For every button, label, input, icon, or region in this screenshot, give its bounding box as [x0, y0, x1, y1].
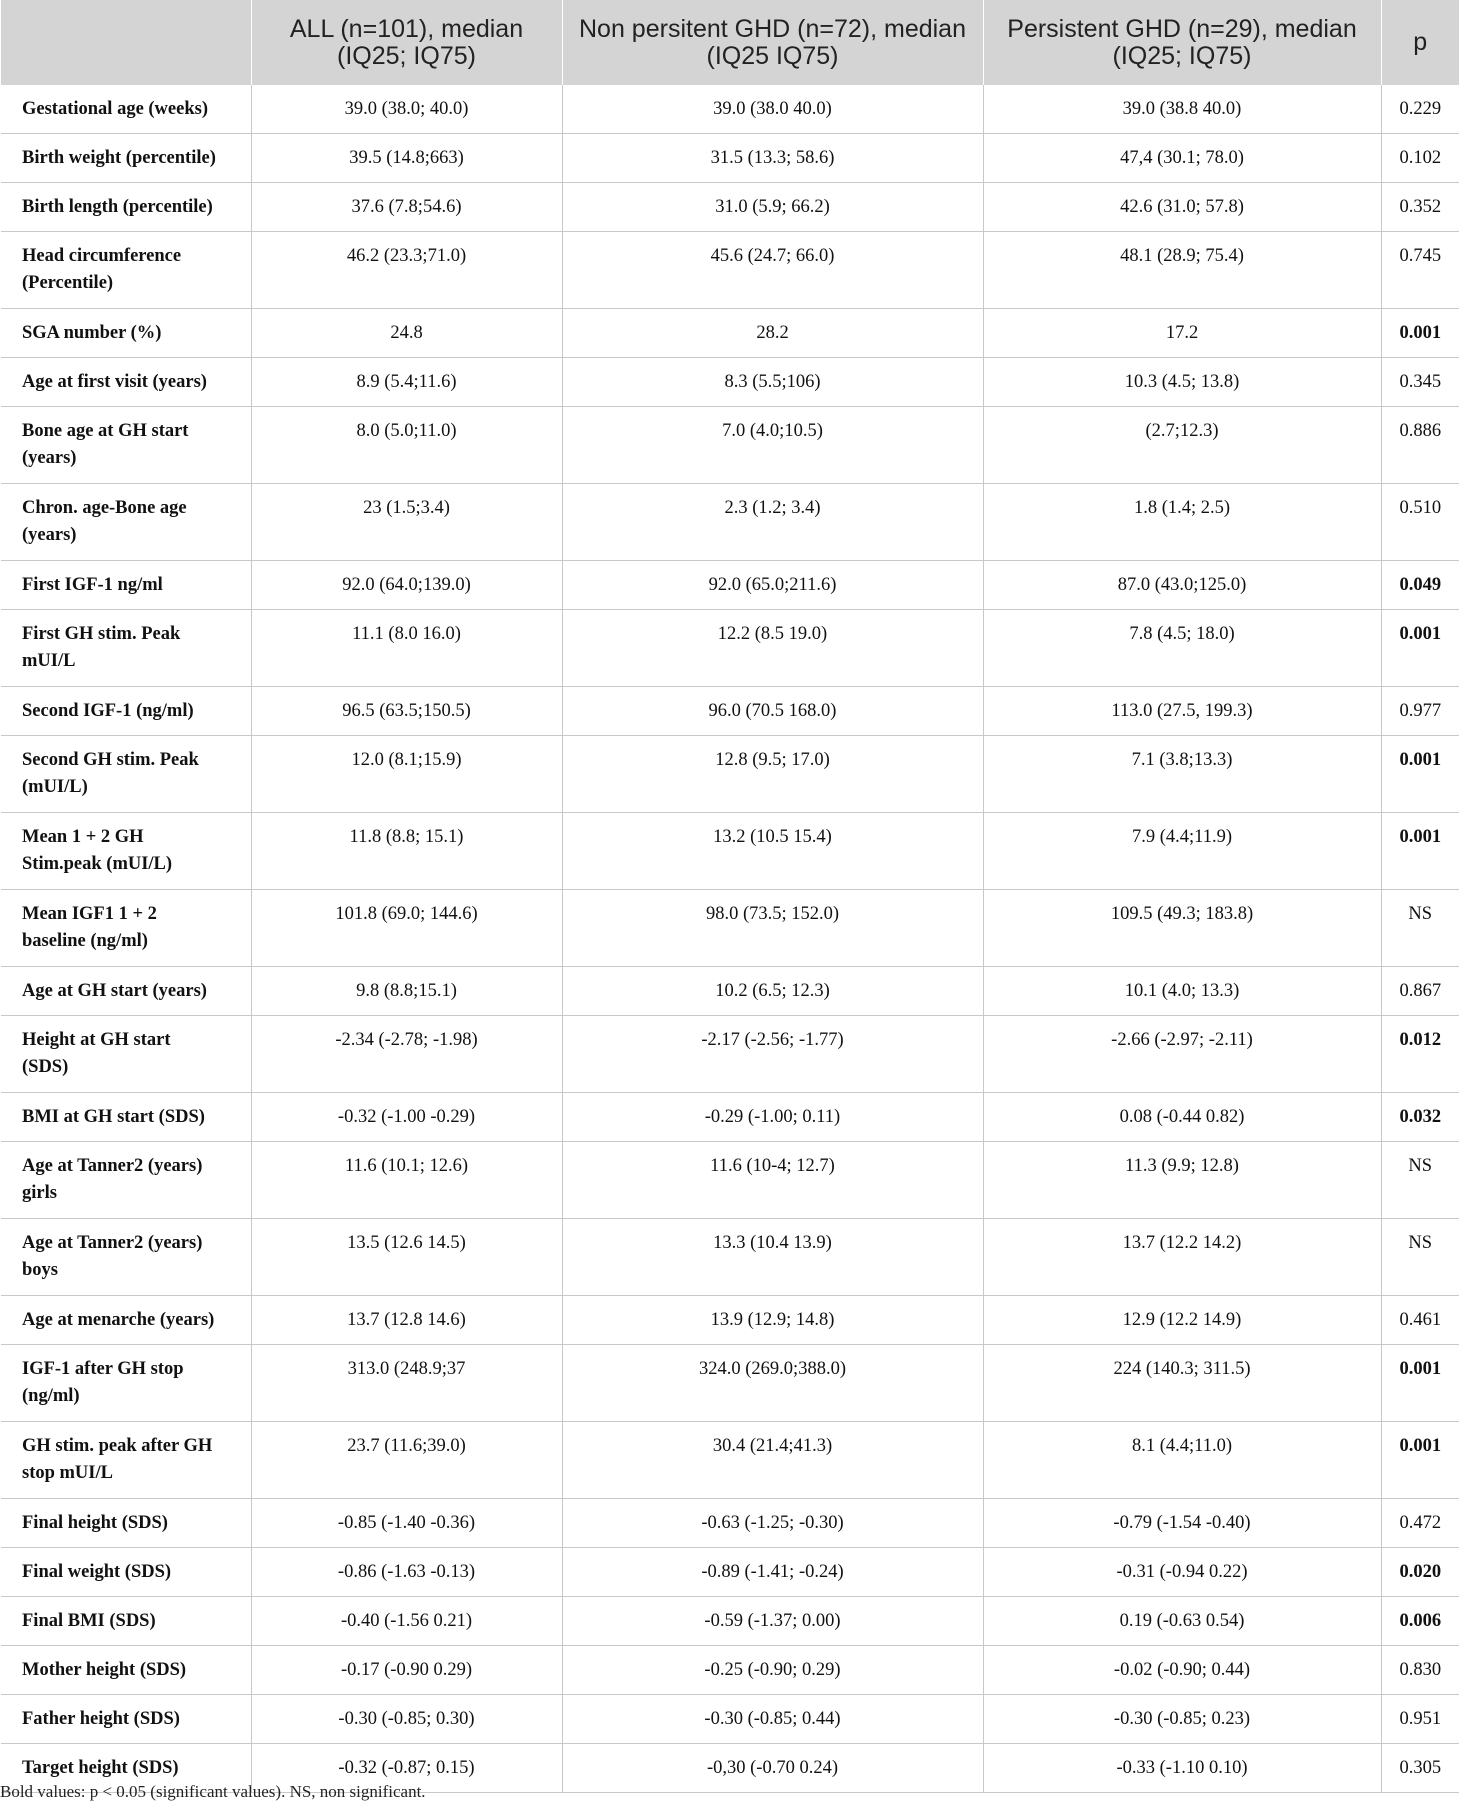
table-row	[1, 890, 1459, 967]
cell-non-persistent: 7.0 (4.0;10.5)	[562, 407, 983, 484]
cell-persistent: 7.9 (4.4;11.9)	[983, 813, 1381, 890]
table-row	[1, 1548, 1459, 1597]
table-row	[1, 1499, 1459, 1548]
table-row	[1, 561, 1459, 610]
cell-all: 11.1 (8.0 16.0)	[251, 610, 562, 687]
cell-non-persistent: 11.6 (10-4; 12.7)	[562, 1142, 983, 1219]
table-header-row	[1, 0, 1459, 85]
cell-p: NS	[1381, 1142, 1459, 1219]
cell-p: 0.001	[1381, 610, 1459, 687]
table-row	[1, 1142, 1459, 1219]
cell-persistent: -0.33 (-1.10 0.10)	[983, 1744, 1381, 1793]
cell-variable: First GH stim. Peak mUI/L	[1, 610, 251, 687]
table-row	[1, 813, 1459, 890]
cell-non-persistent: 8.3 (5.5;106)	[562, 358, 983, 407]
table-row	[1, 1646, 1459, 1695]
cell-p: 0.001	[1381, 736, 1459, 813]
cell-persistent: -0.31 (-0.94 0.22)	[983, 1548, 1381, 1597]
cell-persistent: -0.79 (-1.54 -0.40)	[983, 1499, 1381, 1548]
header-p: p	[1381, 0, 1459, 85]
cell-non-persistent: 31.5 (13.3; 58.6)	[562, 134, 983, 183]
cell-persistent: 17.2	[983, 309, 1381, 358]
cell-variable: Gestational age (weeks)	[1, 85, 251, 134]
cell-non-persistent: 2.3 (1.2; 3.4)	[562, 484, 983, 561]
table-row	[1, 183, 1459, 232]
cell-persistent: -0.02 (-0.90; 0.44)	[983, 1646, 1381, 1695]
cell-all: 37.6 (7.8;54.6)	[251, 183, 562, 232]
cell-all: -0.32 (-1.00 -0.29)	[251, 1093, 562, 1142]
table-row	[1, 1093, 1459, 1142]
cell-all: 11.6 (10.1; 12.6)	[251, 1142, 562, 1219]
cell-p: 0.001	[1381, 813, 1459, 890]
cell-p: 0.830	[1381, 1646, 1459, 1695]
cell-p: 0.102	[1381, 134, 1459, 183]
cell-non-persistent: 10.2 (6.5; 12.3)	[562, 967, 983, 1016]
header-variable	[1, 0, 251, 85]
cell-p: 0.001	[1381, 1422, 1459, 1499]
table-row	[1, 1016, 1459, 1093]
cell-persistent: 109.5 (49.3; 183.8)	[983, 890, 1381, 967]
cell-p: 0.006	[1381, 1597, 1459, 1646]
cell-non-persistent: -0.89 (-1.41; -0.24)	[562, 1548, 983, 1597]
cell-non-persistent: 96.0 (70.5 168.0)	[562, 687, 983, 736]
cell-all: 96.5 (63.5;150.5)	[251, 687, 562, 736]
cell-non-persistent: 30.4 (21.4;41.3)	[562, 1422, 983, 1499]
table-row	[1, 309, 1459, 358]
table-row	[1, 1345, 1459, 1422]
cell-persistent: 13.7 (12.2 14.2)	[983, 1219, 1381, 1296]
table-row	[1, 967, 1459, 1016]
header-all: ALL (n=101), median (IQ25; IQ75)	[251, 0, 562, 85]
cell-p: 0.001	[1381, 1345, 1459, 1422]
cell-variable: Mother height (SDS)	[1, 1646, 251, 1695]
cell-variable: Second IGF-1 (ng/ml)	[1, 687, 251, 736]
cell-variable: First IGF-1 ng/ml	[1, 561, 251, 610]
cell-all: 8.0 (5.0;11.0)	[251, 407, 562, 484]
header-non-persistent: Non persitent GHD (n=72), median (IQ25 IQ75)	[562, 0, 983, 85]
cell-variable: Final height (SDS)	[1, 1499, 251, 1548]
table-row	[1, 484, 1459, 561]
cell-all: 39.5 (14.8;663)	[251, 134, 562, 183]
cell-p: 0.352	[1381, 183, 1459, 232]
cell-non-persistent: 13.3 (10.4 13.9)	[562, 1219, 983, 1296]
cell-all: -0.32 (-0.87; 0.15)	[251, 1744, 562, 1793]
cell-persistent: 10.1 (4.0; 13.3)	[983, 967, 1381, 1016]
table-row	[1, 736, 1459, 813]
table-row	[1, 687, 1459, 736]
cell-variable: Age at Tanner2 (years) boys	[1, 1219, 251, 1296]
cell-persistent: 7.8 (4.5; 18.0)	[983, 610, 1381, 687]
cell-variable: SGA number (%)	[1, 309, 251, 358]
cell-p: NS	[1381, 1219, 1459, 1296]
cell-persistent: -2.66 (-2.97; -2.11)	[983, 1016, 1381, 1093]
table-row	[1, 407, 1459, 484]
cell-variable: Age at first visit (years)	[1, 358, 251, 407]
cell-all: -0.17 (-0.90 0.29)	[251, 1646, 562, 1695]
table-row	[1, 85, 1459, 134]
cell-all: -2.34 (-2.78; -1.98)	[251, 1016, 562, 1093]
cell-non-persistent: -0,30 (-0.70 0.24)	[562, 1744, 983, 1793]
cell-persistent: 48.1 (28.9; 75.4)	[983, 232, 1381, 309]
cell-p: 0.886	[1381, 407, 1459, 484]
cell-persistent: 47,4 (30.1; 78.0)	[983, 134, 1381, 183]
cell-non-persistent: 28.2	[562, 309, 983, 358]
cell-p: 0.032	[1381, 1093, 1459, 1142]
cell-all: 46.2 (23.3;71.0)	[251, 232, 562, 309]
cell-variable: Mean IGF1 1 + 2 baseline (ng/ml)	[1, 890, 251, 967]
cell-variable: GH stim. peak after GH stop mUI/L	[1, 1422, 251, 1499]
cell-p: 0.867	[1381, 967, 1459, 1016]
cell-persistent: 224 (140.3; 311.5)	[983, 1345, 1381, 1422]
cell-p: 0.020	[1381, 1548, 1459, 1597]
cell-p: 0.745	[1381, 232, 1459, 309]
cell-persistent: 8.1 (4.4;11.0)	[983, 1422, 1381, 1499]
cell-p: 0.510	[1381, 484, 1459, 561]
cell-persistent: 11.3 (9.9; 12.8)	[983, 1142, 1381, 1219]
cell-p: 0.951	[1381, 1695, 1459, 1744]
cell-variable: Bone age at GH start (years)	[1, 407, 251, 484]
cell-p: 0.229	[1381, 85, 1459, 134]
cell-p: 0.012	[1381, 1016, 1459, 1093]
cell-persistent: 12.9 (12.2 14.9)	[983, 1296, 1381, 1345]
cell-variable: Second GH stim. Peak (mUI/L)	[1, 736, 251, 813]
table-row	[1, 134, 1459, 183]
cell-all: 92.0 (64.0;139.0)	[251, 561, 562, 610]
cell-all: -0.86 (-1.63 -0.13)	[251, 1548, 562, 1597]
cell-all: 39.0 (38.0; 40.0)	[251, 85, 562, 134]
cell-persistent: 87.0 (43.0;125.0)	[983, 561, 1381, 610]
table-row	[1, 1695, 1459, 1744]
footnote: Bold values: p < 0.05 (significant values). NS, non significant.	[0, 1782, 426, 1801]
cell-persistent: 1.8 (1.4; 2.5)	[983, 484, 1381, 561]
cell-all: -0.40 (-1.56 0.21)	[251, 1597, 562, 1646]
cell-variable: Height at GH start (SDS)	[1, 1016, 251, 1093]
cell-non-persistent: 12.2 (8.5 19.0)	[562, 610, 983, 687]
cell-persistent: 10.3 (4.5; 13.8)	[983, 358, 1381, 407]
cell-persistent: 0.19 (-0.63 0.54)	[983, 1597, 1381, 1646]
cell-variable: Mean 1 + 2 GH Stim.peak (mUI/L)	[1, 813, 251, 890]
cell-all: 8.9 (5.4;11.6)	[251, 358, 562, 407]
table-row	[1, 1219, 1459, 1296]
cell-non-persistent: 12.8 (9.5; 17.0)	[562, 736, 983, 813]
table-row	[1, 1597, 1459, 1646]
cell-variable: Target height (SDS)	[1, 1744, 251, 1793]
cell-non-persistent: 13.9 (12.9; 14.8)	[562, 1296, 983, 1345]
cell-all: 9.8 (8.8;15.1)	[251, 967, 562, 1016]
cell-persistent: 42.6 (31.0; 57.8)	[983, 183, 1381, 232]
cell-variable: Chron. age-Bone age (years)	[1, 484, 251, 561]
results-table	[1, 0, 1459, 1793]
cell-p: 0.345	[1381, 358, 1459, 407]
cell-all: -0.85 (-1.40 -0.36)	[251, 1499, 562, 1548]
cell-variable: Final weight (SDS)	[1, 1548, 251, 1597]
cell-p: 0.305	[1381, 1744, 1459, 1793]
cell-variable: BMI at GH start (SDS)	[1, 1093, 251, 1142]
cell-variable: Final BMI (SDS)	[1, 1597, 251, 1646]
cell-non-persistent: -2.17 (-2.56; -1.77)	[562, 1016, 983, 1093]
cell-p: 0.001	[1381, 309, 1459, 358]
cell-all: 24.8	[251, 309, 562, 358]
cell-all: 12.0 (8.1;15.9)	[251, 736, 562, 813]
cell-all: 13.5 (12.6 14.5)	[251, 1219, 562, 1296]
cell-persistent: 113.0 (27.5, 199.3)	[983, 687, 1381, 736]
cell-p: 0.049	[1381, 561, 1459, 610]
cell-non-persistent: 324.0 (269.0;388.0)	[562, 1345, 983, 1422]
cell-non-persistent: 31.0 (5.9; 66.2)	[562, 183, 983, 232]
cell-all: 13.7 (12.8 14.6)	[251, 1296, 562, 1345]
cell-non-persistent: 45.6 (24.7; 66.0)	[562, 232, 983, 309]
table-row	[1, 232, 1459, 309]
cell-non-persistent: -0.29 (-1.00; 0.11)	[562, 1093, 983, 1142]
cell-non-persistent: -0.25 (-0.90; 0.29)	[562, 1646, 983, 1695]
table-body	[1, 85, 1459, 1793]
cell-p: NS	[1381, 890, 1459, 967]
cell-all: 11.8 (8.8; 15.1)	[251, 813, 562, 890]
table-row	[1, 1422, 1459, 1499]
header-persistent: Persistent GHD (n=29), median (IQ25; IQ75)	[983, 0, 1381, 85]
cell-variable: Birth length (percentile)	[1, 183, 251, 232]
cell-variable: IGF-1 after GH stop (ng/ml)	[1, 1345, 251, 1422]
cell-variable: Age at Tanner2 (years) girls	[1, 1142, 251, 1219]
cell-non-persistent: -0.63 (-1.25; -0.30)	[562, 1499, 983, 1548]
table-row	[1, 610, 1459, 687]
cell-persistent: -0.30 (-0.85; 0.23)	[983, 1695, 1381, 1744]
cell-persistent: 7.1 (3.8;13.3)	[983, 736, 1381, 813]
cell-non-persistent: 92.0 (65.0;211.6)	[562, 561, 983, 610]
cell-variable: Father height (SDS)	[1, 1695, 251, 1744]
table-row	[1, 1296, 1459, 1345]
cell-non-persistent: -0.30 (-0.85; 0.44)	[562, 1695, 983, 1744]
cell-persistent: 39.0 (38.8 40.0)	[983, 85, 1381, 134]
cell-all: -0.30 (-0.85; 0.30)	[251, 1695, 562, 1744]
cell-persistent: (2.7;12.3)	[983, 407, 1381, 484]
cell-variable: Age at menarche (years)	[1, 1296, 251, 1345]
cell-all: 313.0 (248.9;37	[251, 1345, 562, 1422]
cell-all: 101.8 (69.0; 144.6)	[251, 890, 562, 967]
cell-persistent: 0.08 (-0.44 0.82)	[983, 1093, 1381, 1142]
cell-p: 0.472	[1381, 1499, 1459, 1548]
cell-variable: Head circumference (Percentile)	[1, 232, 251, 309]
cell-non-persistent: 39.0 (38.0 40.0)	[562, 85, 983, 134]
table-row	[1, 358, 1459, 407]
cell-p: 0.977	[1381, 687, 1459, 736]
cell-p: 0.461	[1381, 1296, 1459, 1345]
cell-non-persistent: 13.2 (10.5 15.4)	[562, 813, 983, 890]
cell-non-persistent: 98.0 (73.5; 152.0)	[562, 890, 983, 967]
cell-variable: Age at GH start (years)	[1, 967, 251, 1016]
cell-all: 23.7 (11.6;39.0)	[251, 1422, 562, 1499]
cell-non-persistent: -0.59 (-1.37; 0.00)	[562, 1597, 983, 1646]
cell-all: 23 (1.5;3.4)	[251, 484, 562, 561]
cell-variable: Birth weight (percentile)	[1, 134, 251, 183]
